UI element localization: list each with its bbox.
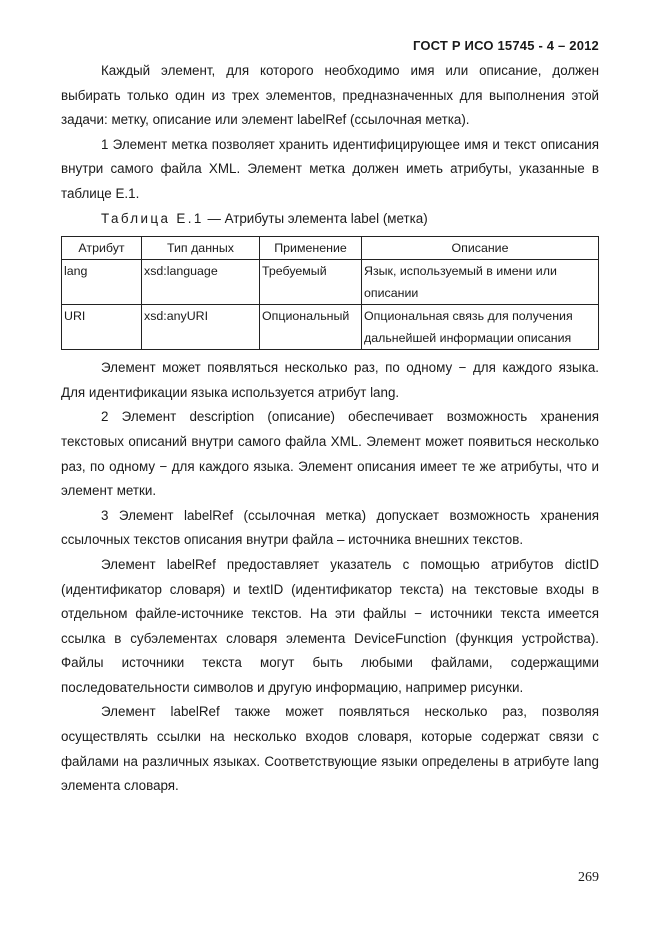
table-header-cell: Тип данных [142,237,260,260]
table-cell: xsd:anyURI [142,305,260,350]
table-caption-text: — Атрибуты элемента label (метка) [203,210,428,226]
table-header-cell: Применение [260,237,362,260]
table-cell: Опциональная связь для получения дальнейшей информации описания [362,305,599,350]
table-cell: Язык, используемый в имени или описании [362,260,599,305]
page-body [61,59,599,799]
table-row [62,260,599,305]
body-paragraph: Элемент labelRef предоставляет указатель с помощью атрибутов dictID (идентификатор словаря) и textID (идентификатор текста) на текстовые входы в отдельном файле-источнике текстов. На эти файлы − источники текста имеется ссылка в субэлементах словаря элемента DeviceFunction (функция устройства). Файлы источники текста могут быть любыми файлами, содержащими последовательности символов и другую информацию, например рисунки. [61,556,599,695]
table-cell: Требуемый [260,260,362,305]
body-paragraph: 2 Элемент description (описание) обеспечивает возможность хранения текстовых описаний внутри самого файла XML. Элемент может появиться несколько раз, по одному − для каждого языка. Элемент описания имеет те же атрибуты, что и элемент метки. [61,409,599,499]
table-caption-label: Таблица Е.1 [101,210,204,226]
body-paragraph: 1 Элемент метка позволяет хранить идентифицирующее имя и текст описания внутри самого файла XML. Элемент метка должен иметь атрибуты, указанные в таблице Е.1. [61,136,599,201]
table-cell: URI [62,305,142,350]
table-header-row [62,237,599,260]
body-paragraph: 3 Элемент labelRef (ссылочная метка) допускает возможность хранения ссылочных текстов описания внутри файла – источника внешних текстов. [61,507,599,548]
document-header: ГОСТ Р ИСО 15745 - 4 – 2012 [412,38,599,53]
table-header-cell: Описание [362,237,599,260]
page-number: 269 [578,870,599,885]
body-paragraph: Каждый элемент, для которого необходимо имя или описание, должен выбирать только один из трех элементов, предназначенных для выполнения этой задачи: метку, описание или элемент labelRef (ссылочная метка). [61,63,599,128]
body-paragraph: Элемент может появляться несколько раз, по одному − для каждого языка. Для идентификации языка используется атрибут lang. [61,360,599,400]
table-row [62,305,599,350]
table-header-cell: Атрибут [62,237,142,260]
table-caption [61,207,599,232]
table-cell: Опциональный [260,305,362,350]
body-paragraph: Элемент labelRef также может появляться несколько раз, позволяя осуществлять ссылки на несколько входов словаря, которые содержат связи с файлами на различных языках. Соответствующие языки определены в атрибуте lang элемента словаря. [61,704,599,794]
table-cell: lang [62,260,142,305]
table-cell: xsd:language [142,260,260,305]
attributes-table [61,236,599,350]
